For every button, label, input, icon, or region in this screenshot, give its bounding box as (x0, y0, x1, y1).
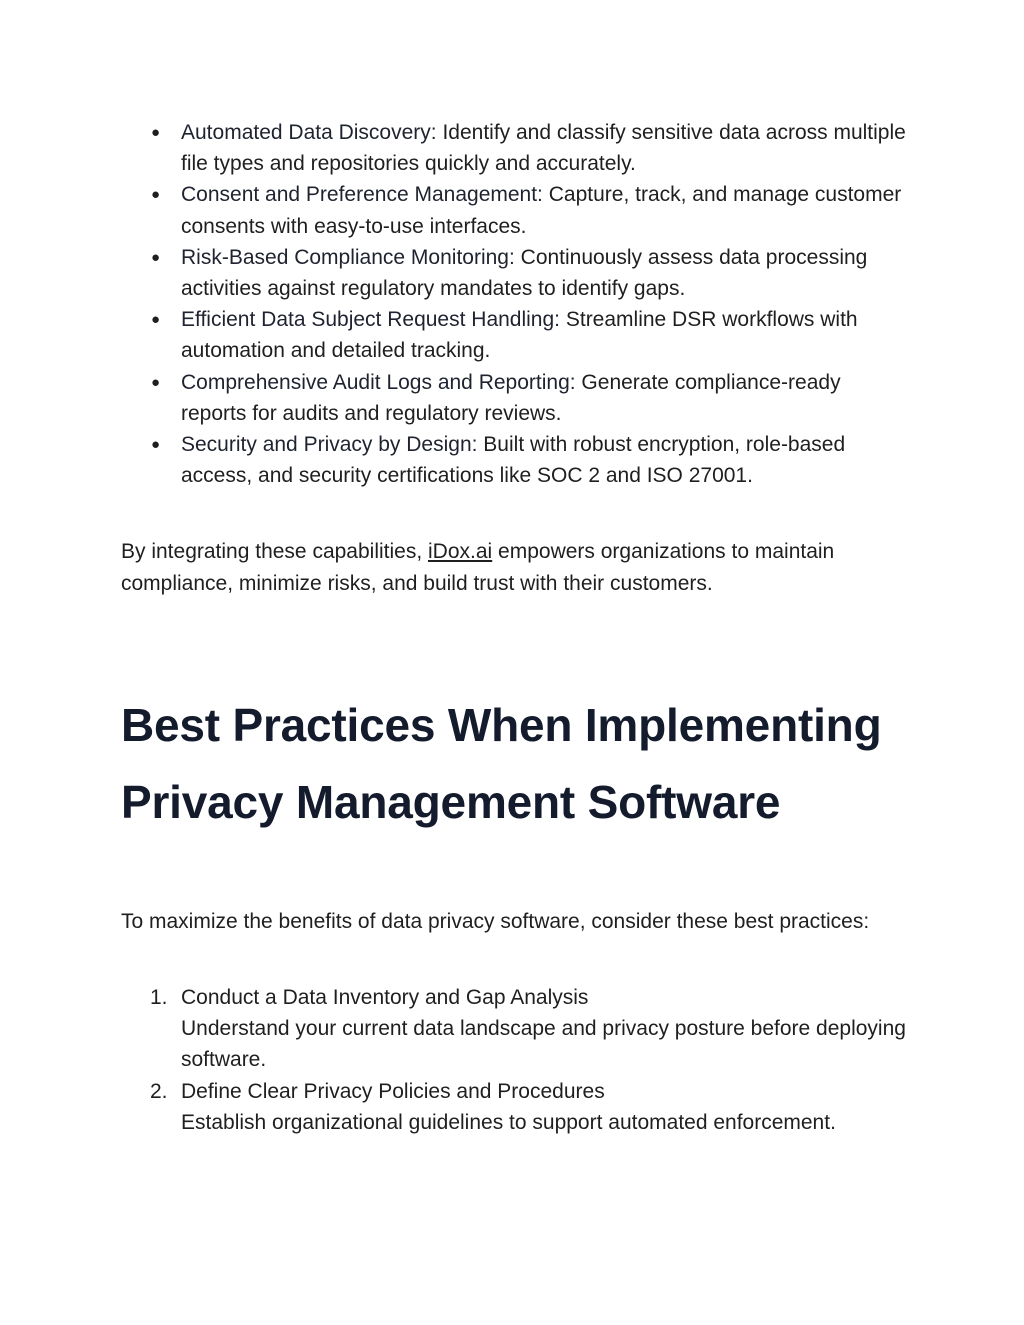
feature-text: Capture, track, and manage customer consents with easy-to-use interfaces. (181, 183, 902, 238)
section-heading: Best Practices When Implementing Privacy Management Software (121, 698, 882, 828)
bullet-icon: ● (151, 373, 161, 391)
bullet-icon: ● (151, 248, 161, 266)
bullet-icon: ● (151, 124, 161, 141)
list-item (151, 367, 911, 429)
list-item (151, 117, 911, 179)
feature-term: Consent and Preference Management: (181, 183, 543, 207)
step-number: 2. (150, 1079, 168, 1103)
step-description: Understand your current data landscape and privacy posture before deploying software. (181, 1017, 906, 1072)
list-item (150, 982, 911, 1076)
feature-text: Generate compliance-ready reports for audits and regulatory reviews. (181, 370, 841, 425)
feature-term: Security and Privacy by Design: (181, 433, 478, 457)
step-title: Define Clear Privacy Policies and Procedures (181, 1079, 605, 1103)
list-item (151, 429, 911, 491)
summary-text-after: empowers organizations to maintain compliance, minimize risks, and build trust with their customers. (121, 540, 835, 595)
step-number: 1. (150, 986, 168, 1010)
list-item (151, 304, 911, 366)
page-content (121, 117, 911, 1138)
feature-list (121, 117, 911, 491)
step-title: Conduct a Data Inventory and Gap Analysis (181, 986, 589, 1010)
summary-text-before: By integrating these capabilities, (121, 540, 429, 564)
feature-term: Comprehensive Audit Logs and Reporting: (181, 370, 576, 394)
feature-text: Continuously assess data processing activities against regulatory mandates to identify gaps. (181, 245, 868, 301)
intro-paragraph: To maximize the benefits of data privacy software, consider these best practices: (121, 909, 870, 933)
bullet-icon: ● (151, 311, 161, 329)
feature-text: Identify and classify sensitive data across multiple file types and repositories quickly and accurately. (181, 121, 906, 176)
list-item (151, 179, 911, 241)
list-item (151, 242, 911, 304)
idox-link[interactable]: iDox.ai (428, 540, 493, 564)
step-description: Establish organizational guidelines to support automated enforcement. (181, 1110, 836, 1134)
feature-text: Streamline DSR workflows with automation and detailed tracking. (181, 308, 858, 363)
feature-term: Risk-Based Compliance Monitoring: (181, 245, 515, 269)
summary-paragraph (121, 536, 911, 598)
feature-text: Built with robust encryption, role-based access, and security certifications like SOC 2 and ISO 27001. (181, 433, 846, 488)
best-practices-list (121, 982, 911, 1138)
bullet-icon: ● (151, 186, 161, 204)
feature-term: Automated Data Discovery: (181, 121, 437, 144)
feature-term: Efficient Data Subject Request Handling: (181, 308, 561, 332)
list-item (150, 1076, 911, 1138)
bullet-icon: ● (151, 436, 161, 454)
